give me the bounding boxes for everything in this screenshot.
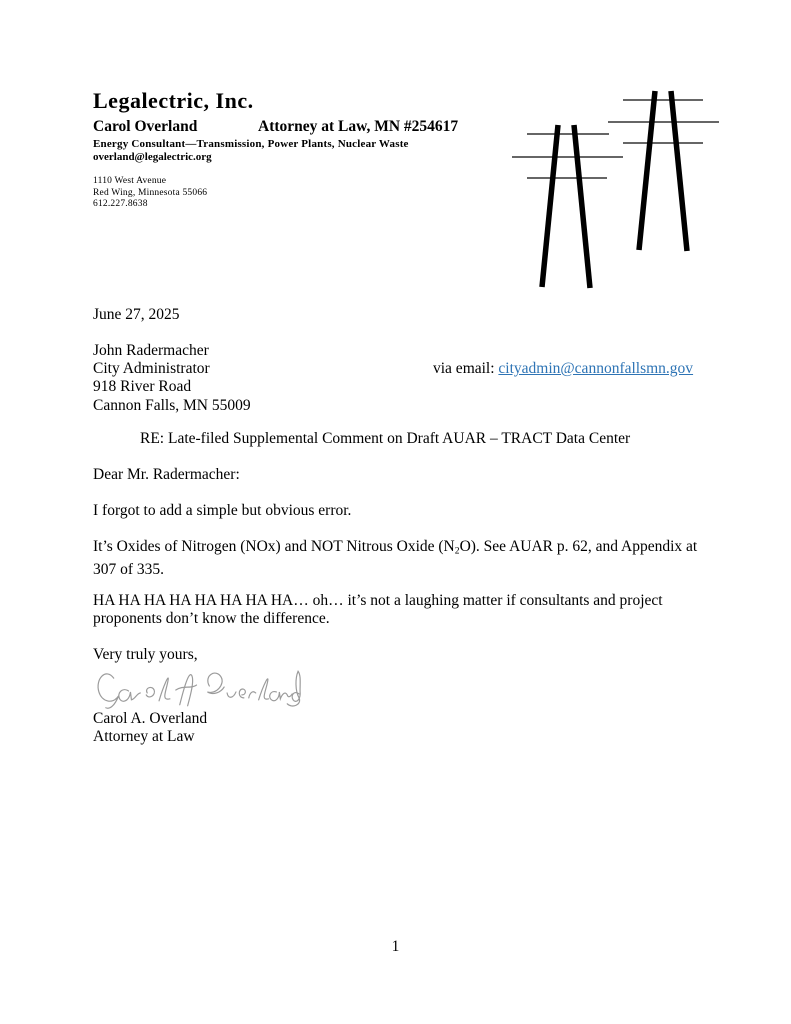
attorney-title: Attorney at Law, MN #254617 xyxy=(258,118,459,135)
via-email-line xyxy=(433,360,693,378)
paragraph-1: I forgot to add a simple but obvious error. xyxy=(93,502,352,519)
re-subject-line: RE: Late-filed Supplemental Comment on Draft AUAR – TRACT Data Center xyxy=(140,430,631,447)
letterhead-email: overland@legalectric.org xyxy=(93,151,212,163)
attorney-line xyxy=(93,118,513,136)
recipient-title: City Administrator xyxy=(93,360,210,378)
paragraph-2-text-b: O). See AUAR p. 62, and Appendix at 307 of 335. xyxy=(93,538,698,578)
chemical-subscript: 2 xyxy=(454,545,460,557)
address-phone: 612.227.8638 xyxy=(93,199,148,210)
letterhead xyxy=(93,88,513,211)
letterhead-tagline: Energy Consultant—Transmission, Power Plants, Nuclear Waste xyxy=(93,138,409,150)
recipient-email-link[interactable]: cityadmin@cannonfallsmn.gov xyxy=(498,360,694,377)
paragraph-3: HA HA HA HA HA HA HA HA… oh… it’s not a laughing matter if consultants and project proponents don’t know the difference. xyxy=(93,592,663,628)
address-street: 1110 West Avenue xyxy=(93,176,167,186)
page-number: 1 xyxy=(391,938,400,955)
signoff-name: Carol A. Overland xyxy=(93,710,208,727)
signoff-block xyxy=(93,710,207,746)
address-city: Red Wing, Minnesota 55066 xyxy=(93,187,208,198)
transmission-towers-icon xyxy=(490,60,790,310)
attorney-name: Carol Overland xyxy=(93,118,198,135)
paragraph-2-text-a: It’s Oxides of Nitrogen (NOx) and NOT Nitrous Oxide (N xyxy=(93,538,455,555)
via-email-label: via email: xyxy=(433,360,499,377)
letter-date: June 27, 2025 xyxy=(93,306,180,323)
recipient-address xyxy=(93,342,251,415)
recipient-street: 918 River Road xyxy=(93,378,192,396)
letterhead-address xyxy=(93,176,513,211)
signoff-title: Attorney at Law xyxy=(93,728,195,746)
salutation: Dear Mr. Radermacher: xyxy=(93,466,240,483)
recipient-city: Cannon Falls, MN 55009 xyxy=(93,396,251,414)
closing-line: Very truly yours, xyxy=(93,646,198,663)
company-name: Legalectric, Inc. xyxy=(93,88,254,113)
paragraph-2 xyxy=(93,538,711,579)
handwritten-signature xyxy=(92,662,304,714)
recipient-name: John Radermacher xyxy=(93,342,209,359)
